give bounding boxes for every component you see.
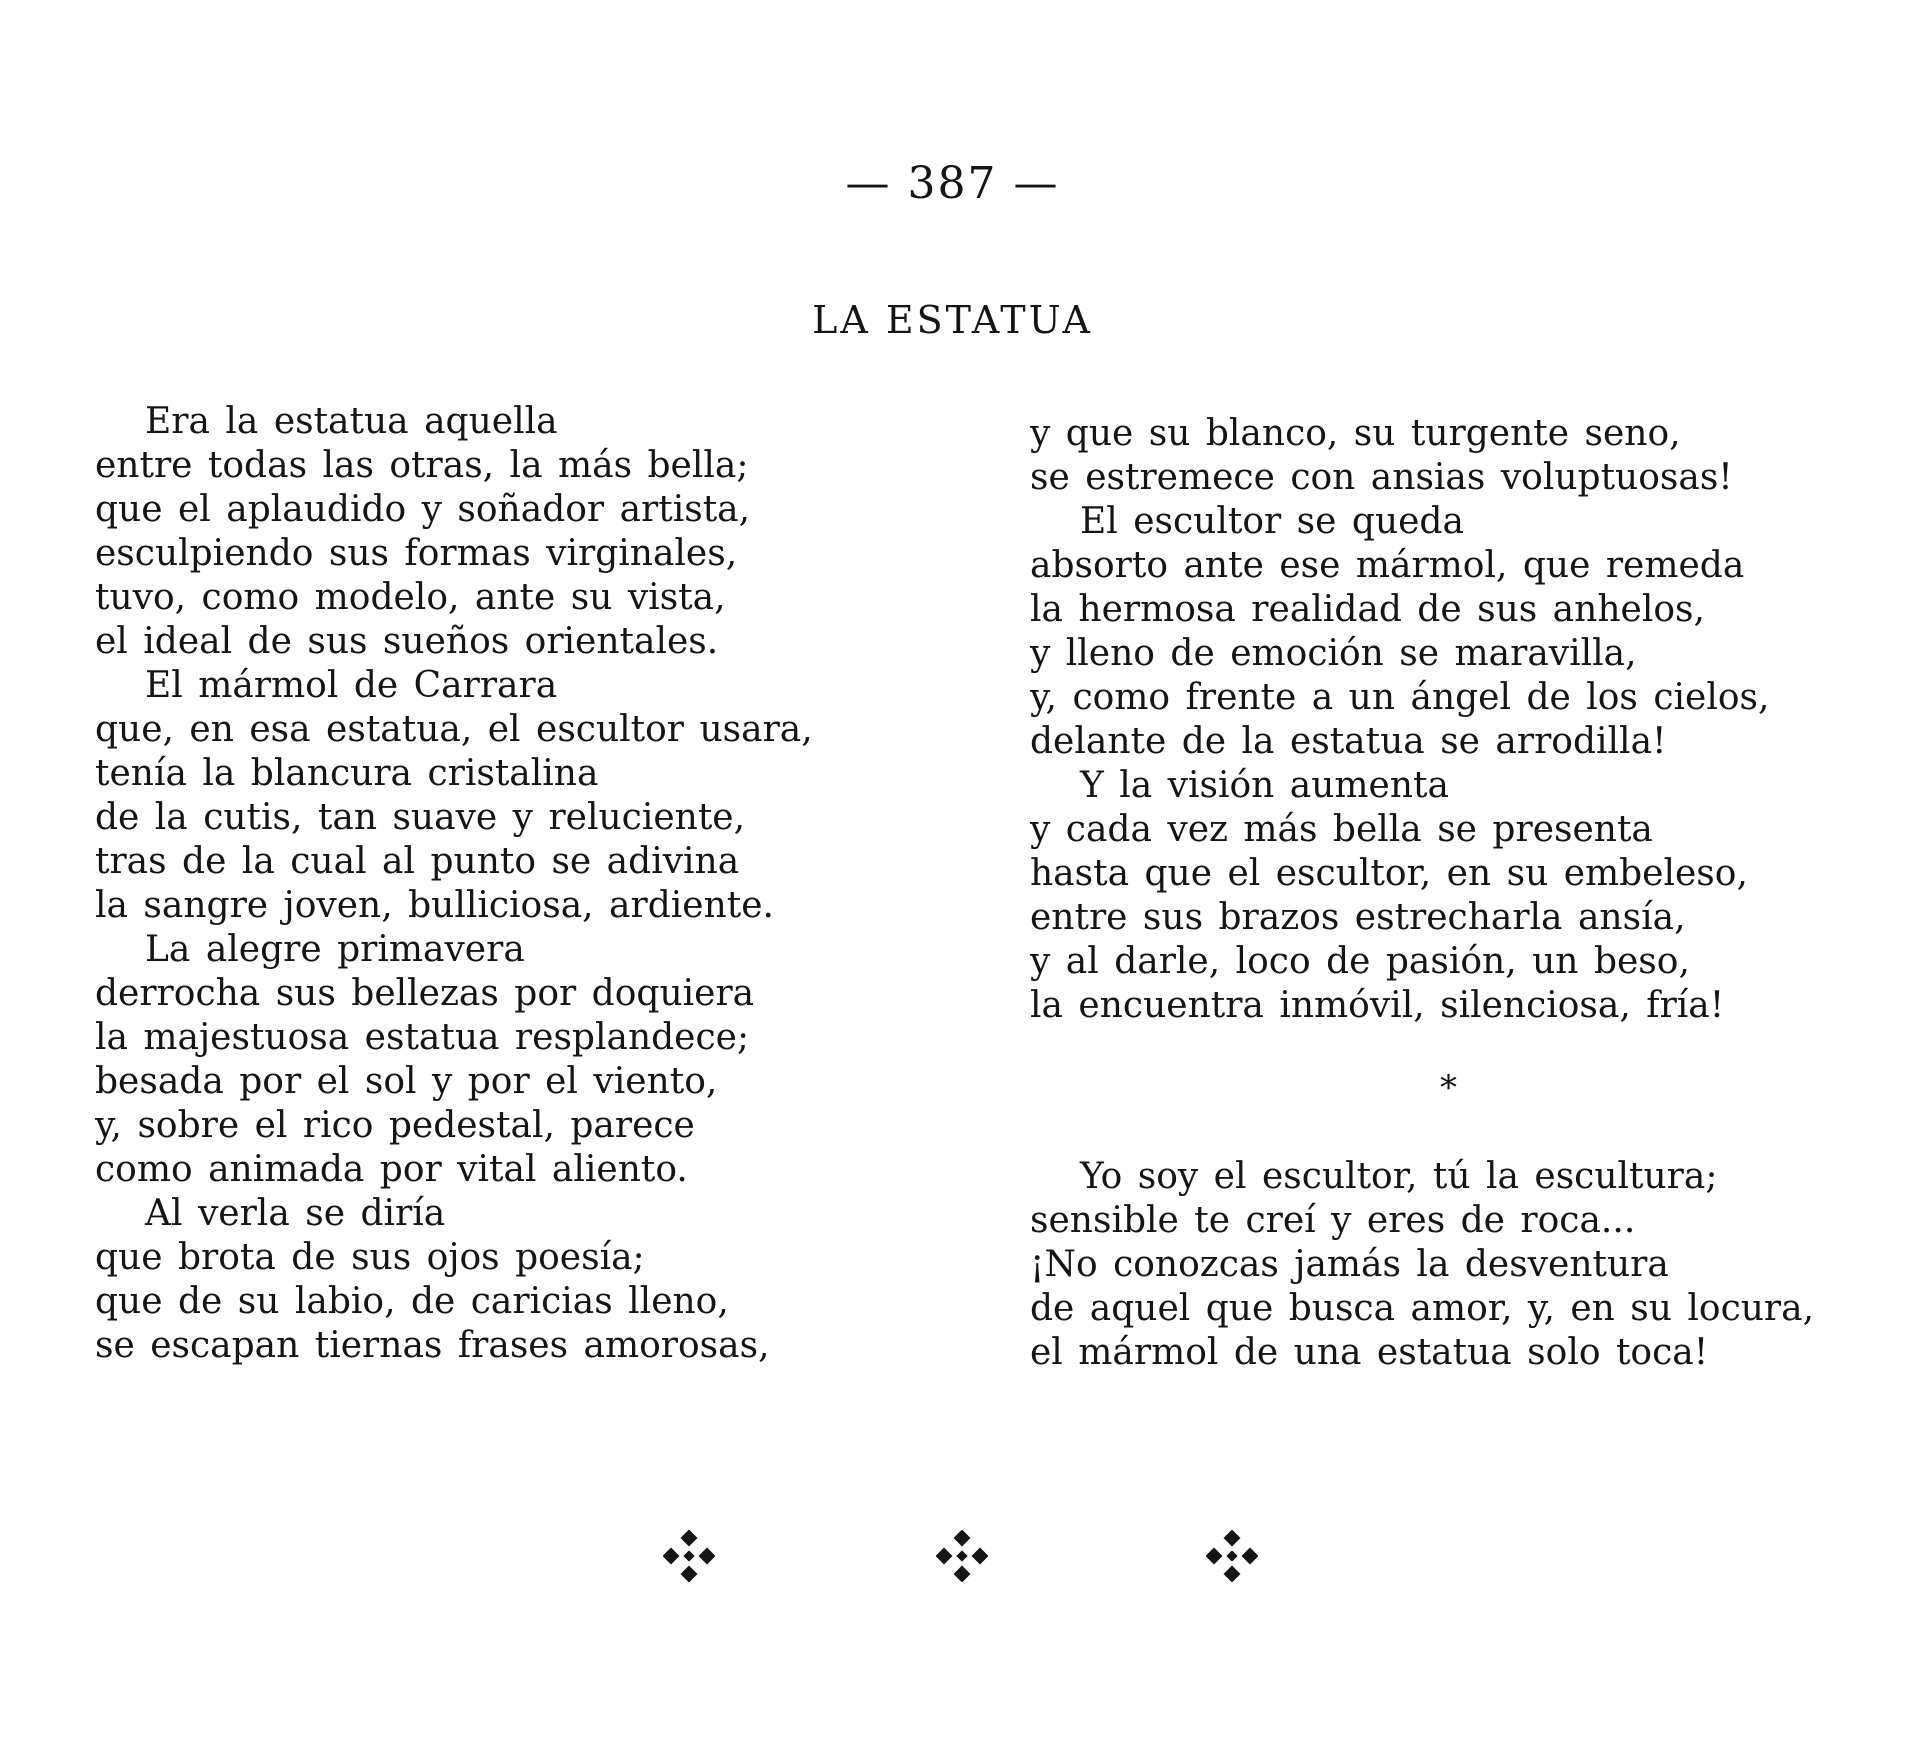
verse-line: el mármol de una estatua solo toca! <box>1030 1332 1709 1373</box>
verse-line: se estremece con ansias voluptuosas! <box>1030 457 1733 498</box>
verse-line: y lleno de emoción se maravilla, <box>1030 633 1637 674</box>
verse-line: Al verla se diría <box>145 1193 446 1234</box>
diamond-ornament-icon <box>663 1530 715 1582</box>
left-column <box>95 400 813 1368</box>
diamond-ornament-icon <box>1206 1530 1258 1582</box>
poem-title: LA ESTATUA <box>812 298 1093 342</box>
verse-line: se escapan tiernas frases amorosas, <box>95 1325 770 1366</box>
right-column <box>1030 412 1769 1028</box>
verse-line: Era la estatua aquella <box>145 401 558 442</box>
verse-line: que de su labio, de caricias lleno, <box>95 1281 729 1322</box>
section-separator: * <box>1440 1068 1457 1108</box>
verse-line: que, en esa estatua, el escultor usara, <box>95 709 813 750</box>
verse-line: Yo soy el escultor, tú la escultura; <box>1080 1156 1718 1197</box>
verse-line: y, sobre el rico pedestal, parece <box>95 1105 695 1146</box>
verse-line: esculpiendo sus formas virginales, <box>95 533 738 574</box>
verse-line: que el aplaudido y soñador artista, <box>95 489 751 530</box>
verse-line: y cada vez más bella se presenta <box>1030 809 1653 850</box>
verse-line: y al darle, loco de pasión, un beso, <box>1030 941 1690 982</box>
verse-line: entre sus brazos estrecharla ansía, <box>1030 897 1686 938</box>
verse-line: besada por el sol y por el viento, <box>95 1061 718 1102</box>
page-number: — 387 — <box>845 158 1060 209</box>
verse-line: El mármol de Carrara <box>145 665 558 706</box>
verse-line: y, como frente a un ángel de los cielos, <box>1030 677 1770 718</box>
verse-line: tras de la cual al punto se adivina <box>95 841 740 882</box>
verse-line: tenía la blancura cristalina <box>95 753 599 794</box>
diamond-ornament-icon <box>936 1530 988 1582</box>
verse-line: ¡No conozcas jamás la desventura <box>1030 1244 1669 1285</box>
verse-line: absorto ante ese mármol, que remeda <box>1030 545 1745 586</box>
verse-line: la encuentra inmóvil, silenciosa, fría! <box>1030 985 1725 1026</box>
verse-line: Y la visión aumenta <box>1080 765 1449 806</box>
verse-line: entre todas las otras, la más bella; <box>95 445 749 486</box>
verse-line: la sangre joven, bulliciosa, ardiente. <box>95 885 774 926</box>
verse-line: la hermosa realidad de sus anhelos, <box>1030 589 1705 630</box>
verse-line: El escultor se queda <box>1080 501 1464 542</box>
verse-line: delante de la estatua se arrodilla! <box>1030 721 1667 762</box>
final-stanza <box>1030 1155 1814 1375</box>
verse-line: el ideal de sus sueños orientales. <box>95 621 719 662</box>
verse-line: La alegre primavera <box>145 929 525 970</box>
verse-line: como animada por vital aliento. <box>95 1149 688 1190</box>
verse-line: y que su blanco, su turgente seno, <box>1030 413 1681 454</box>
verse-line: hasta que el escultor, en su embeleso, <box>1030 853 1748 894</box>
verse-line: la majestuosa estatua resplandece; <box>95 1017 750 1058</box>
verse-line: derrocha sus bellezas por doquiera <box>95 973 755 1014</box>
verse-line: tuvo, como modelo, ante su vista, <box>95 577 726 618</box>
verse-line: de aquel que busca amor, y, en su locura, <box>1030 1288 1815 1329</box>
verse-line: de la cutis, tan suave y reluciente, <box>95 797 746 838</box>
ornament-row <box>0 1530 1905 1590</box>
verse-line: sensible te creí y eres de roca... <box>1030 1200 1636 1241</box>
verse-line: que brota de sus ojos poesía; <box>95 1237 645 1278</box>
